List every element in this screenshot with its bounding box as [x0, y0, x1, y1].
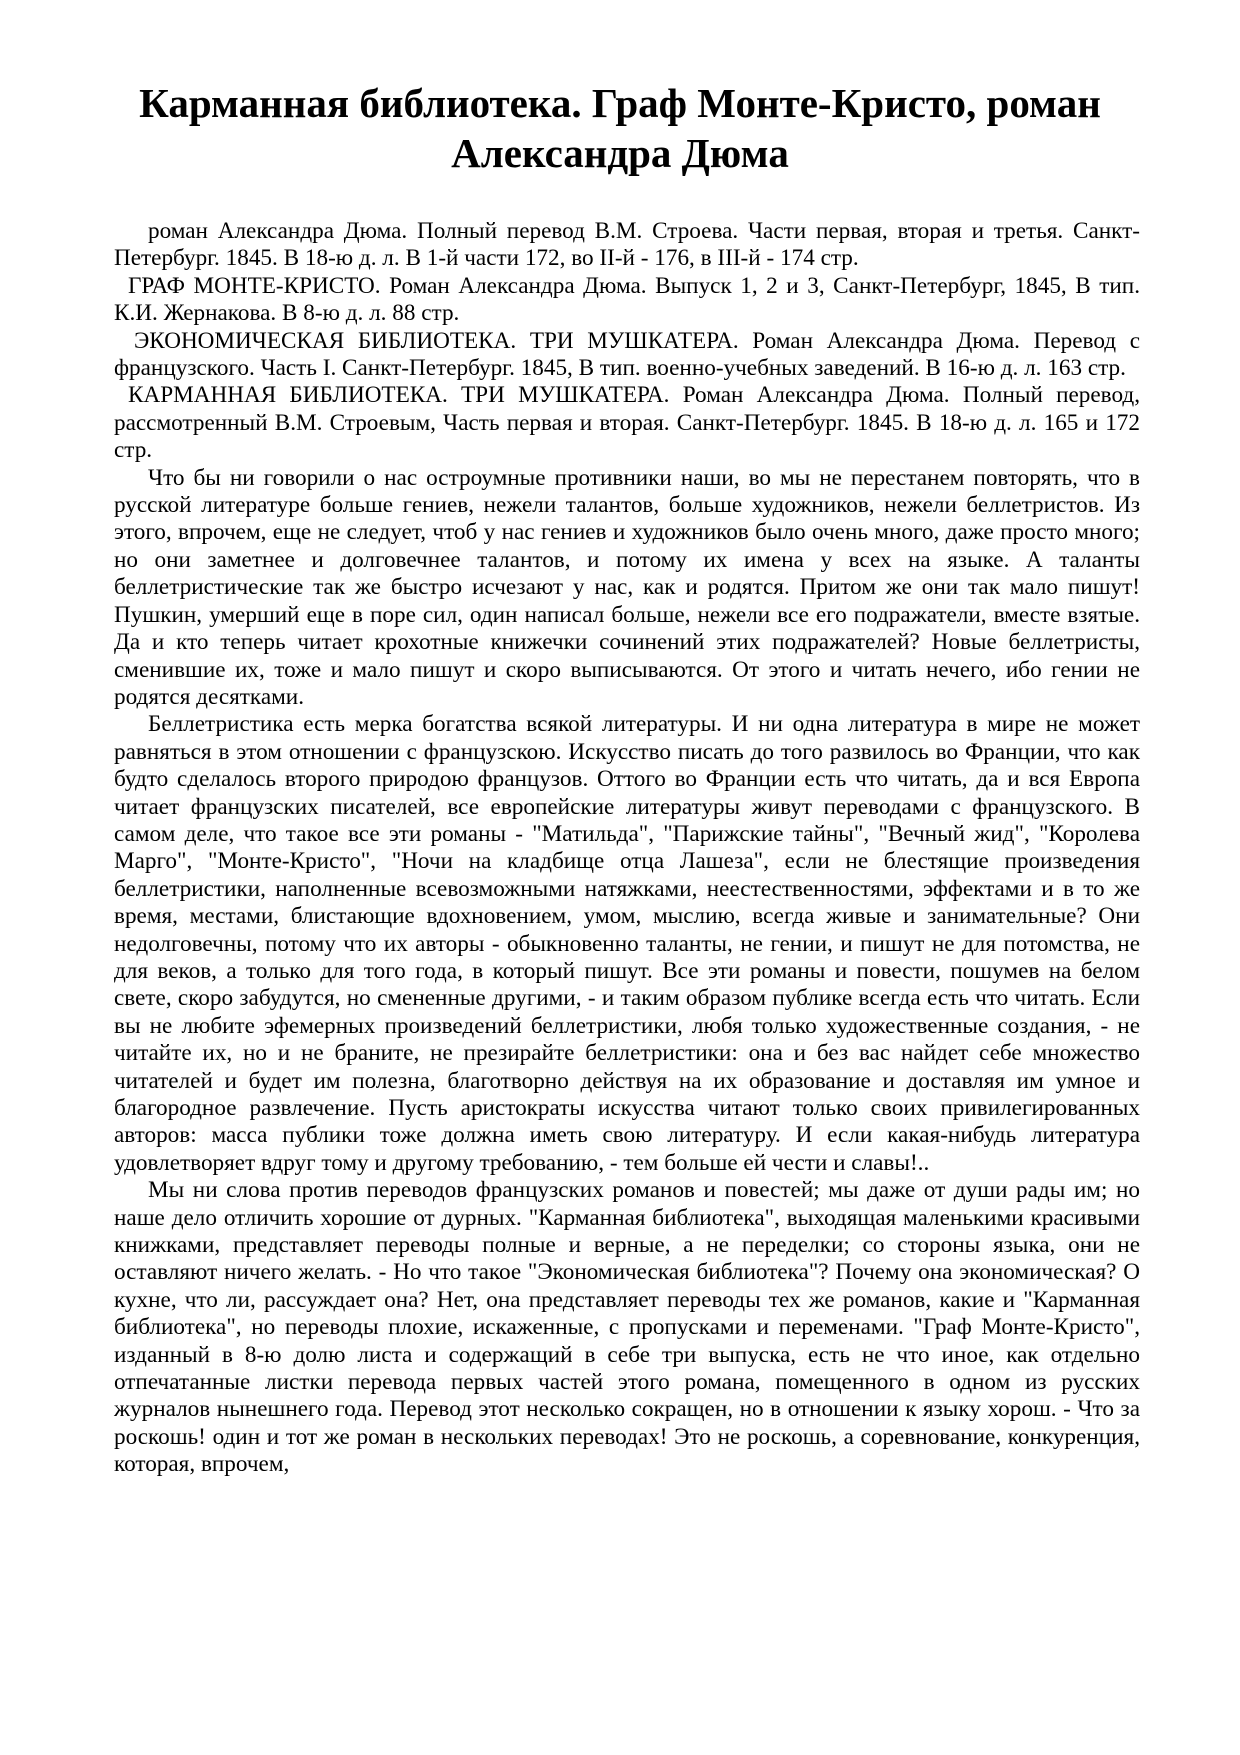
bibliography-entry-2: ГРАФ МОНТЕ-КРИСТО. Роман Александра Дюма. Выпуск 1, 2 и 3, Санкт-Петербург, 1845, В тип. К.И. Жернакова. В 8-ю д. л. 88 стр. — [114, 272, 1140, 327]
document-body — [114, 218, 1140, 1479]
bibliography-entry-1: роман Александра Дюма. Полный перевод В.М. Строева. Части первая, вторая и третья. Санкт-Петербург. 1845. В 18-ю д. л. В 1-й части 172, во II-й - 176, в III-й - 174 стр. — [114, 218, 1140, 272]
document-title: Карманная библиотека. Граф Монте-Кристо, роман Александра Дюма — [139, 80, 1101, 176]
body-paragraph-1: Что бы ни говорили о нас остроумные противники наши, во мы не перестанем повторять, что в русской литературе больше гениев, нежели талантов, больше художников, нежели беллетристов. Из этого, впрочем, еще не следует, чтоб у нас гениев и художников было очень много, даже просто много; но они заметнее и долговечнее талантов, и потому их имена у всех на языке. А таланты беллетристические так же быстро исчезают у нас, как и родятся. Притом же они так мало пишут! Пушкин, умерший еще в поре сил, один написал больше, нежели все его подражатели, вместе взятые. Да и кто теперь читает крохотные книжечки сочинений этих подражателей? Новые беллетристы, сменившие их, тоже и мало пишут и скоро выписываются. От этого и читать нечего, ибо гении не родятся десятками. — [114, 464, 1140, 710]
bibliography-entry-4: КАРМАННАЯ БИБЛИОТЕКА. ТРИ МУШКАТЕРА. Роман Александра Дюма. Полный перевод, рассмотренный В.М. Строевым, Часть первая и вторая. Санкт-Петербург. 1845. В 18-ю д. л. 165 и 172 стр. — [114, 382, 1140, 464]
bibliography-entry-3: ЭКОНОМИЧЕСКАЯ БИБЛИОТЕКА. ТРИ МУШКАТЕРА. Роман Александра Дюма. Перевод с французского. Часть I. Санкт-Петербург. 1845, В тип. военно-учебных заведений. В 16-ю д. л. 163 стр. — [114, 327, 1140, 382]
body-paragraph-3: Мы ни слова против переводов французских романов и повестей; мы даже от души рады им; но наше дело отличить хорошие от дурных. "Карманная библиотека", выходящая маленькими красивыми книжками, представляет переводы полные и верные, а не переделки; со стороны языка, они не оставляют ничего желать. - Но что такое "Экономическая библиотека"? Почему она экономическая? О кухне, что ли, рассуждает она? Нет, она представляет переводы тех же романов, какие и "Карманная библиотека", но переводы плохие, искаженные, с пропусками и переменами. "Граф Монте-Кристо", изданный в 8-ю долю листа и содержащий в себе три выпуска, есть не что иное, как отдельно отпечатанные листки перевода первых частей этого романа, помещенного в одном из русских журналов нынешнего года. Перевод этот несколько сокращен, но в отношении к языку хорош. - Что за роскошь! один и тот же роман в нескольких переводах! Это не роскошь, а соревнование, конкуренция, которая, впрочем, — [114, 1177, 1140, 1478]
body-paragraph-2: Беллетристика есть мерка богатства всякой литературы. И ни одна литература в мире не может равняться в этом отношении с французскою. Искусство писать до того развилось во Франции, что как будто сделалось второго природою французов. Оттого во Франции есть что читать, да и вся Европа читает французских писателей, все европейские литературы живут переводами с французского. В самом деле, что такое все эти романы - "Матильда", "Парижские тайны", "Вечный жид", "Королева Марго", "Монте-Кристо", "Ночи на кладбище отца Лашеза", если не блестящие произведения беллетристики, наполненные всевозможными натяжками, неестественностями, эффектами и в то же время, местами, блистающие вдохновением, умом, мыслию, всегда живые и занимательные? Они недолговечны, потому что их авторы - обыкновенно таланты, не гении, и пишут не для потомства, не для веков, а только для того года, в который пишут. Все эти романы и повести, пошумев на белом свете, скоро забудутся, но смененные другими, - и таким образом публике всегда есть что читать. Если вы не любите эфемерных произведений беллетристики, любя только художественные создания, - не читайте их, но и не браните, не презирайте беллетристики: она и без вас найдет себе множество читателей и будет им полезна, благотворно действуя на их образование и доставляя им умное и благородное развлечение. Пусть аристократы искусства читают только своих привилегированных авторов: масса публики тоже должна иметь свою литературу. И если какая-нибудь литература удовлетворяет вдруг тому и другому требованию, - тем больше ей чести и славы!.. — [114, 711, 1140, 1176]
